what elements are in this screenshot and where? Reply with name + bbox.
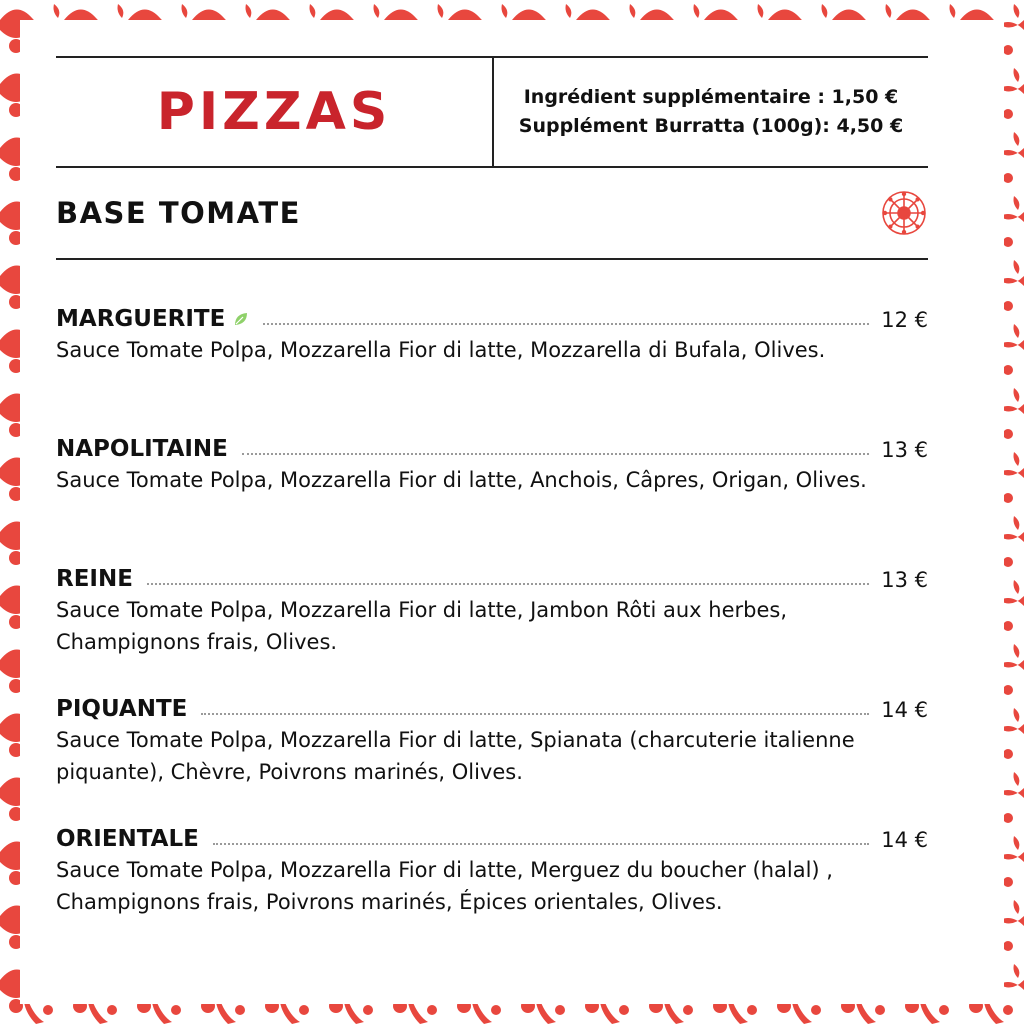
menu-content bbox=[56, 56, 928, 948]
item-price: 14 € bbox=[881, 698, 928, 722]
leaf-icon bbox=[233, 311, 249, 327]
menu-header bbox=[56, 56, 928, 168]
list-item bbox=[56, 818, 928, 948]
dot-leader bbox=[263, 323, 869, 325]
item-price: 14 € bbox=[881, 828, 928, 852]
dot-leader bbox=[147, 583, 869, 585]
list-item bbox=[56, 428, 928, 558]
item-name: PIQUANTE bbox=[56, 696, 188, 722]
header-title-cell bbox=[56, 58, 494, 166]
item-description: Sauce Tomate Polpa, Mozzarella Fior di latte, Mozzarella di Bufala, Olives. bbox=[56, 338, 826, 362]
section-title: BASE TOMATE bbox=[56, 196, 301, 230]
mandala-icon bbox=[880, 189, 928, 237]
item-price: 13 € bbox=[881, 438, 928, 462]
dot-leader bbox=[213, 843, 869, 845]
list-item bbox=[56, 688, 928, 818]
dot-leader bbox=[201, 713, 869, 715]
item-description: Sauce Tomate Polpa, Mozzarella Fior di latte, Merguez du boucher (halal) , Champignons frais, Poivrons marinés, Épices orientales, Olives. bbox=[56, 858, 833, 914]
item-description: Sauce Tomate Polpa, Mozzarella Fior di latte, Spianata (charcuterie italienne piquante), Chèvre, Poivrons marinés, Olives. bbox=[56, 728, 855, 784]
list-item bbox=[56, 298, 928, 428]
section-header bbox=[56, 168, 928, 260]
item-description: Sauce Tomate Polpa, Mozzarella Fior di latte, Anchois, Câpres, Origan, Olives. bbox=[56, 468, 867, 492]
extra-ingredient-price: Ingrédient supplémentaire : 1,50 € bbox=[523, 86, 899, 108]
supplements-info bbox=[494, 58, 928, 166]
dot-leader bbox=[242, 453, 869, 455]
item-name: MARGUERITE bbox=[56, 306, 226, 332]
item-name: REINE bbox=[56, 566, 133, 592]
item-name: ORIENTALE bbox=[56, 826, 199, 852]
pizza-list bbox=[56, 298, 928, 948]
item-price: 12 € bbox=[881, 308, 928, 332]
list-item bbox=[56, 558, 928, 688]
burrata-supplement-price: Supplément Burratta (100g): 4,50 € bbox=[518, 115, 904, 137]
page-title: PIZZAS bbox=[156, 82, 392, 142]
item-name: NAPOLITAINE bbox=[56, 436, 228, 462]
item-price: 13 € bbox=[881, 568, 928, 592]
item-description: Sauce Tomate Polpa, Mozzarella Fior di latte, Jambon Rôti aux herbes, Champignons frais, Olives. bbox=[56, 598, 788, 654]
